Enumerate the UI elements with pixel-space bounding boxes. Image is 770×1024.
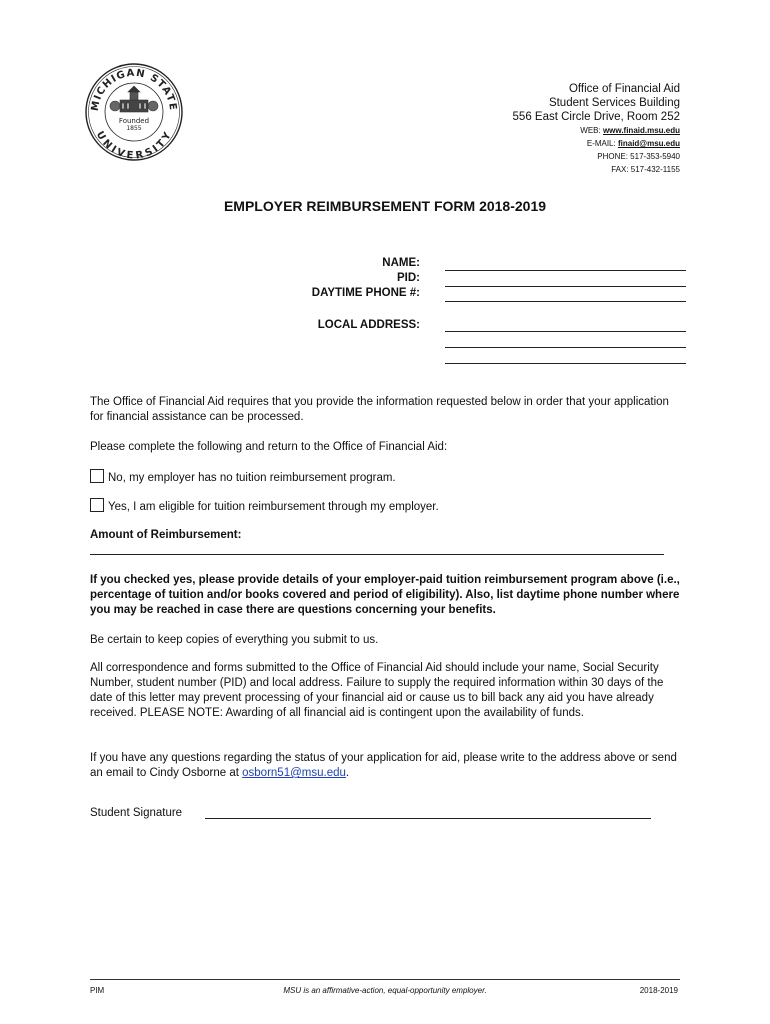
option-no-label: No, my employer has no tuition reimbursement program. xyxy=(108,472,396,484)
questions-paragraph: If you have any questions regarding the status of your application for aid, please write to the address above or send an email to Cindy Osborne at osborn51@msu.edu. xyxy=(90,752,677,779)
web-line: WEB: www.finaid.msu.edu xyxy=(580,126,680,135)
pid-field[interactable] xyxy=(445,286,686,287)
pid-label: PID: xyxy=(397,272,420,284)
form-title: EMPLOYER REIMBURSEMENT FORM 2018-2019 xyxy=(223,198,547,214)
web-link[interactable]: www.finaid.msu.edu xyxy=(602,126,680,135)
email-line: E-MAIL: finaid@msu.edu xyxy=(586,139,680,148)
office-street: 556 East Circle Drive, Room 252 xyxy=(512,111,680,123)
amount-field[interactable] xyxy=(90,554,664,555)
name-field[interactable] xyxy=(445,270,686,271)
signature-field[interactable] xyxy=(205,818,651,819)
address-field-line-3[interactable] xyxy=(445,363,686,364)
option-yes-checkbox[interactable] xyxy=(90,498,104,512)
address-label: LOCAL ADDRESS: xyxy=(317,319,420,331)
address-field-line-2[interactable] xyxy=(445,347,686,348)
footer-left: PIM xyxy=(90,986,105,995)
instructions-text: Please complete the following and return to the Office of Financial Aid: xyxy=(90,441,448,453)
email-link[interactable]: finaid@msu.edu xyxy=(617,139,680,148)
svg-text:UNIVERSITY: UNIVERSITY xyxy=(93,129,175,162)
office-building: Student Services Building xyxy=(548,97,680,109)
option-yes-label: Yes, I am eligible for tuition reimbursement through my employer. xyxy=(108,501,439,513)
fax-line: FAX: 517-432-1155 xyxy=(611,165,680,174)
intro-paragraph: The Office of Financial Aid requires that you provide the information requested below in order that your application for financial assistance can be processed. xyxy=(90,396,669,423)
phone-line: PHONE: 517-353-5940 xyxy=(597,152,680,161)
option-yes-row xyxy=(90,498,680,515)
footer-right: 2018-2019 xyxy=(639,986,678,995)
footer-divider xyxy=(90,979,680,980)
footer-center: MSU is an affirmative-action, equal-opportunity employer. xyxy=(283,986,487,995)
seal-founded: Founded xyxy=(118,117,150,125)
correspondence-paragraph: All correspondence and forms submitted to the Office of Financial Aid should include your name, Social Security Number, student number (PID) and local address. Failure to supply the required information within 30 days of the date of this letter may prevent processing of your financial aid or cause us to bill back any aid you have already received. PLEASE NOTE: Awarding of all financial aid is contingent upon the availability of funds. xyxy=(90,662,664,719)
svg-text:MICHIGAN STATE: MICHIGAN STATE xyxy=(89,67,179,112)
option-no-checkbox[interactable] xyxy=(90,469,104,483)
name-label: NAME: xyxy=(382,257,420,269)
seal-year: 1855 xyxy=(126,125,142,132)
phone-label: DAYTIME PHONE #: xyxy=(311,287,420,299)
contact-email-link[interactable]: osborn51@msu.edu xyxy=(242,767,346,779)
keep-copies-text: Be certain to keep copies of everything you submit to us. xyxy=(90,634,379,646)
signature-label: Student Signature xyxy=(90,807,183,819)
office-address-block xyxy=(513,82,680,176)
phone-field[interactable] xyxy=(445,301,686,302)
option-no-row xyxy=(90,469,680,486)
university-seal-logo xyxy=(84,62,184,162)
yes-details-paragraph: If you checked yes, please provide details of your employer-paid tuition reimbursement program above (i.e., percentage of tuition and/or books covered and period of eligibility). Also, list daytime phone number where you may be reached in case there are questions concerning your benefits. xyxy=(90,574,680,616)
amount-label: Amount of Reimbursement: xyxy=(90,529,242,541)
office-name: Office of Financial Aid xyxy=(568,83,680,95)
address-field-line-1[interactable] xyxy=(445,331,686,332)
